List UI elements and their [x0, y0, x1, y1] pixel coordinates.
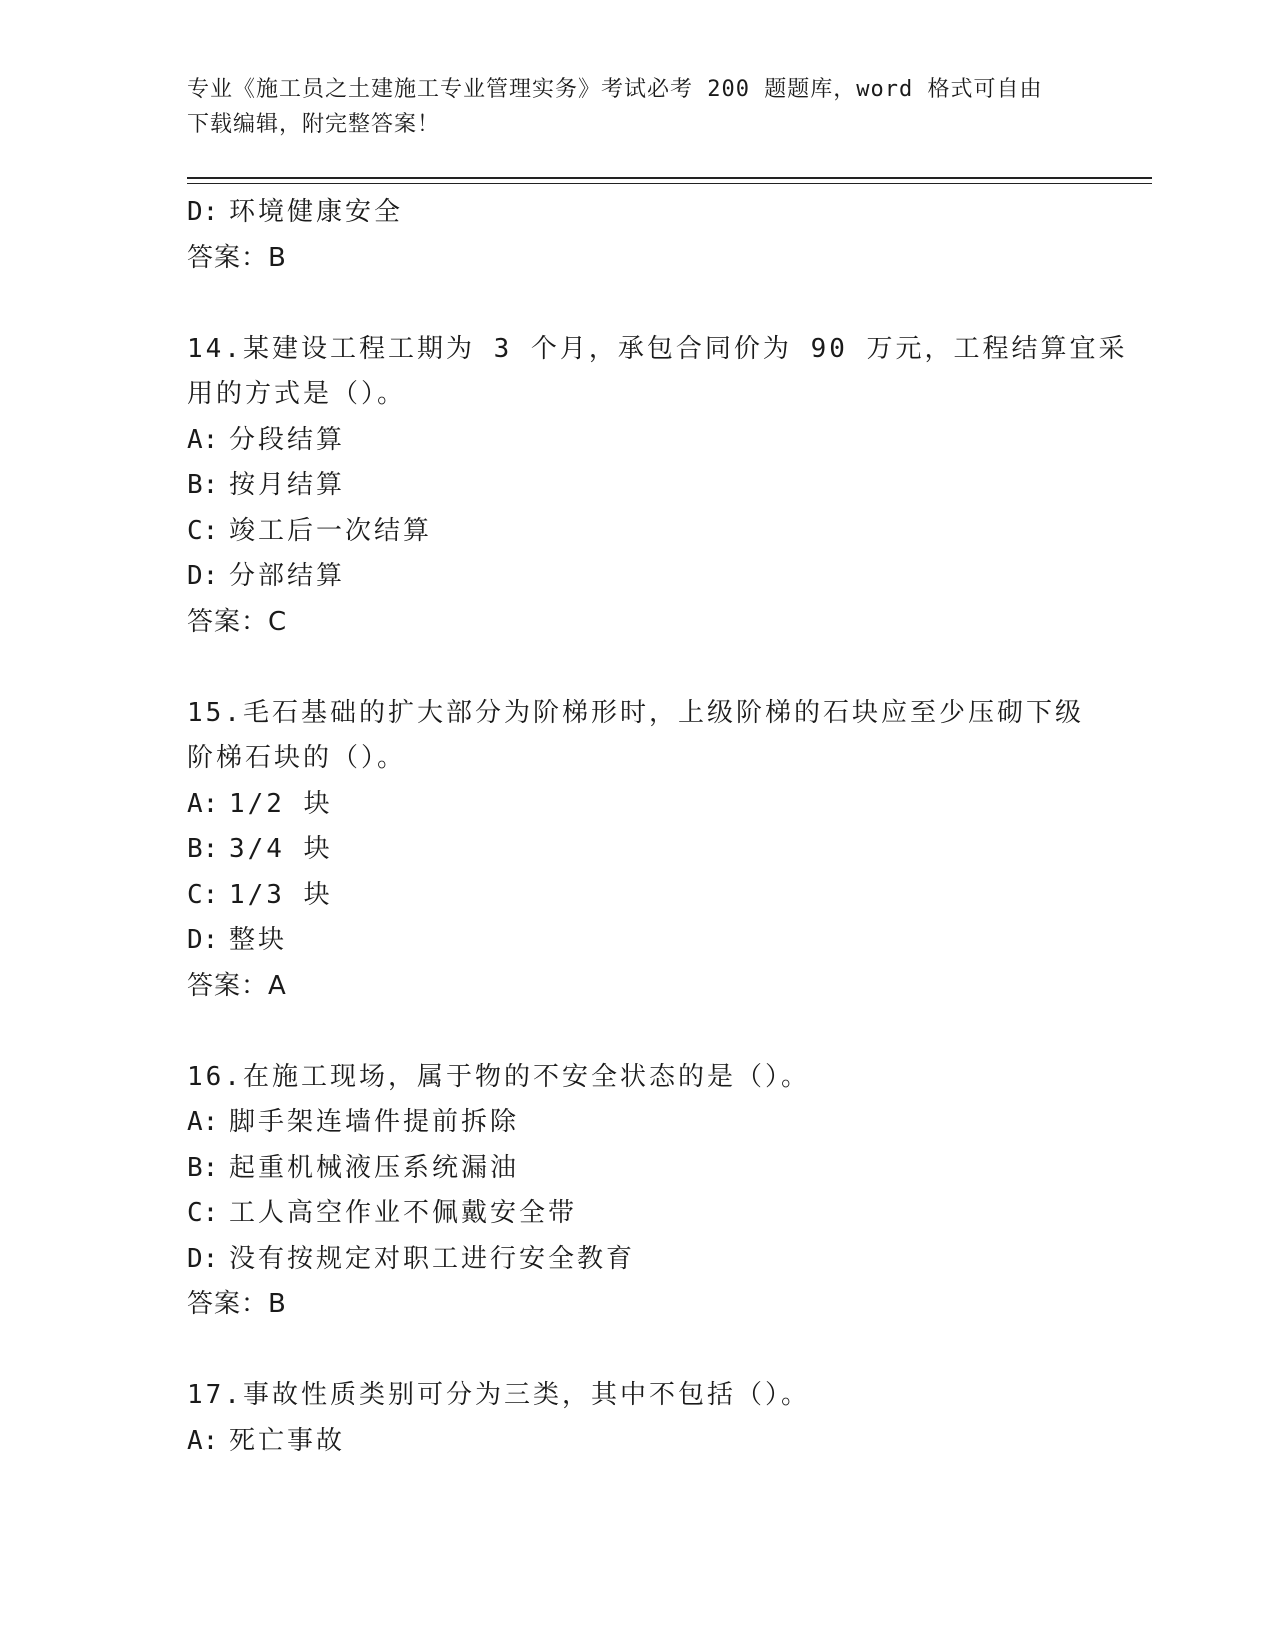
- option-key: D:: [187, 197, 219, 227]
- option-c: [187, 1191, 1087, 1237]
- option-key: A:: [187, 788, 219, 819]
- question-stem-line-1: 17.事故性质类别可分为三类，其中不包括（）。: [187, 1380, 810, 1410]
- option-key: D:: [187, 561, 219, 591]
- header-divider-thick: [187, 177, 1152, 179]
- option-text: 竣工后一次结算: [229, 515, 433, 546]
- question-list: [187, 190, 1128, 1464]
- option-text: 环境健康安全: [229, 197, 404, 227]
- option-a: [187, 782, 1087, 828]
- option-c: [187, 509, 1087, 555]
- option-text: 3/4 块: [229, 834, 333, 864]
- answer-line: 答案：B: [187, 242, 287, 273]
- question-stem-line-2: 阶梯石块的（）。: [187, 743, 407, 773]
- question-stem-line-1: 15.毛石基础的扩大部分为阶梯形时，上级阶梯的石块应至少压砌下级: [187, 697, 1084, 728]
- option-d: [187, 190, 1087, 236]
- option-text: 1/3 块: [229, 879, 333, 910]
- header-title-line-2: 下载编辑，附完整答案！: [187, 112, 441, 137]
- option-text: 分部结算: [229, 561, 346, 591]
- option-c: [187, 873, 1087, 919]
- option-key: C:: [187, 1198, 219, 1228]
- option-b: [187, 463, 1087, 509]
- header-divider-thin: [187, 183, 1152, 184]
- answer-line: 答案：B: [187, 1289, 287, 1319]
- document-header: [187, 72, 1067, 142]
- option-text: 工人高空作业不佩戴安全带: [229, 1198, 578, 1228]
- option-d: [187, 1237, 1087, 1283]
- option-text: 脚手架连墙件提前拆除: [229, 1107, 520, 1137]
- option-text: 按月结算: [229, 470, 346, 500]
- question-14: [187, 327, 1128, 418]
- question-stem-line-1: 14.某建设工程工期为 3 个月，承包合同价为 90 万元，工程结算宜采: [187, 333, 1128, 364]
- option-a: [187, 1100, 1087, 1146]
- option-key: C:: [187, 879, 219, 910]
- option-key: B:: [187, 834, 219, 864]
- spacer: [187, 645, 1087, 691]
- spacer: [187, 1009, 1087, 1055]
- answer-line: 答案：A: [187, 970, 287, 1001]
- option-key: D:: [187, 925, 219, 955]
- option-key: A:: [187, 1107, 219, 1137]
- option-d: [187, 554, 1087, 600]
- option-key: B:: [187, 470, 219, 500]
- option-text: 1/2 块: [229, 788, 333, 819]
- option-text: 死亡事故: [229, 1425, 346, 1456]
- spacer: [187, 281, 1087, 327]
- question-16: [187, 1055, 1067, 1101]
- option-b: [187, 1146, 1087, 1192]
- answer-line: 答案：C: [187, 606, 288, 637]
- option-key: B:: [187, 1152, 219, 1183]
- question-15: [187, 691, 1084, 782]
- option-text: 起重机械液压系统漏油: [229, 1152, 520, 1183]
- question-17: [187, 1373, 1067, 1419]
- option-text: 分段结算: [229, 424, 346, 455]
- question-stem-line-2: 用的方式是（）。: [187, 379, 407, 409]
- spacer: [187, 1328, 1087, 1374]
- option-key: A:: [187, 424, 219, 455]
- option-key: A:: [187, 1425, 219, 1456]
- option-b: [187, 827, 1087, 873]
- option-text: 整块: [229, 925, 288, 955]
- header-title-line-1: 专业《施工员之土建施工专业管理实务》考试必考 200 题题库，word 格式可自由: [187, 77, 1043, 102]
- option-d: [187, 918, 1087, 964]
- option-a: [187, 1419, 1087, 1465]
- option-key: C:: [187, 515, 219, 546]
- option-key: D:: [187, 1243, 219, 1274]
- question-stem-line-1: 16.在施工现场，属于物的不安全状态的是（）。: [187, 1061, 810, 1092]
- option-a: [187, 418, 1087, 464]
- option-text: 没有按规定对职工进行安全教育: [229, 1243, 636, 1274]
